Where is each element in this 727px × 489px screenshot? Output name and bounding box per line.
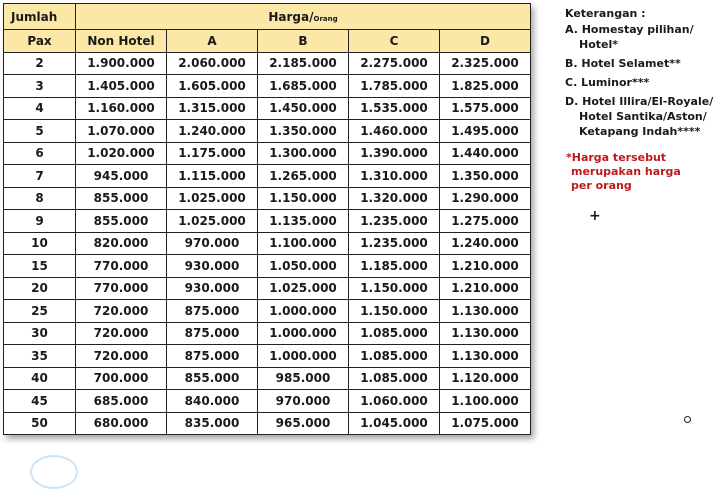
price-cell: 1.825.000	[440, 75, 531, 98]
price-cell: 1.150.000	[258, 187, 349, 210]
price-cell: 1.085.000	[349, 322, 440, 345]
legend-item-a: A. Homestay pilihan/	[565, 23, 694, 36]
price-cell: 820.000	[76, 232, 167, 255]
price-cell: 840.000	[167, 390, 258, 413]
price-cell: 855.000	[76, 210, 167, 233]
price-cell: 965.000	[258, 412, 349, 435]
price-cell: 1.025.000	[258, 277, 349, 300]
price-cell: 770.000	[76, 255, 167, 278]
pax-cell: 8	[4, 187, 76, 210]
table-row	[4, 97, 531, 120]
price-cell: 1.495.000	[440, 120, 531, 143]
pax-cell: 4	[4, 97, 76, 120]
header-col-non-hotel: Non Hotel	[76, 30, 167, 53]
table-row	[4, 412, 531, 435]
circle-bullet-icon	[684, 416, 691, 423]
header-harga-unit: Orang	[313, 14, 338, 23]
price-cell: 1.450.000	[258, 97, 349, 120]
price-table-container	[3, 3, 531, 435]
price-cell: 1.150.000	[349, 277, 440, 300]
price-note-line-2: merupakan harga	[571, 165, 681, 178]
price-cell: 1.320.000	[349, 187, 440, 210]
price-cell: 700.000	[76, 367, 167, 390]
price-cell: 720.000	[76, 345, 167, 368]
table-row	[4, 52, 531, 75]
price-cell: 1.290.000	[440, 187, 531, 210]
price-cell: 945.000	[76, 165, 167, 188]
price-cell: 1.025.000	[167, 187, 258, 210]
legend-item-d-cont-2: Ketapang Indah****	[579, 125, 701, 138]
price-cell: 770.000	[76, 277, 167, 300]
price-cell: 2.275.000	[349, 52, 440, 75]
price-cell: 1.130.000	[440, 322, 531, 345]
price-cell: 1.130.000	[440, 300, 531, 323]
table-row	[4, 187, 531, 210]
price-cell: 1.130.000	[440, 345, 531, 368]
price-cell: 930.000	[167, 277, 258, 300]
pax-cell: 9	[4, 210, 76, 233]
legend-item-d-cont-1: Hotel Santika/Aston/	[579, 110, 707, 123]
header-col-c: C	[349, 30, 440, 53]
price-cell: 1.900.000	[76, 52, 167, 75]
price-cell: 1.535.000	[349, 97, 440, 120]
price-cell: 1.100.000	[440, 390, 531, 413]
pax-cell: 10	[4, 232, 76, 255]
price-cell: 1.045.000	[349, 412, 440, 435]
price-cell: 1.575.000	[440, 97, 531, 120]
price-cell: 835.000	[167, 412, 258, 435]
pax-cell: 7	[4, 165, 76, 188]
price-cell: 1.210.000	[440, 277, 531, 300]
price-cell: 2.325.000	[440, 52, 531, 75]
legend-item-a-cont: Hotel*	[579, 38, 619, 51]
watermark-logo	[30, 455, 78, 489]
price-cell: 1.210.000	[440, 255, 531, 278]
price-cell: 930.000	[167, 255, 258, 278]
header-pax: Pax	[4, 30, 76, 53]
price-cell: 1.235.000	[349, 232, 440, 255]
price-cell: 720.000	[76, 300, 167, 323]
price-cell: 1.300.000	[258, 142, 349, 165]
table-row	[4, 345, 531, 368]
price-cell: 875.000	[167, 322, 258, 345]
table-row	[4, 390, 531, 413]
price-cell: 1.150.000	[349, 300, 440, 323]
price-cell: 685.000	[76, 390, 167, 413]
price-note	[566, 151, 681, 193]
price-cell: 1.075.000	[440, 412, 531, 435]
price-cell: 1.785.000	[349, 75, 440, 98]
price-cell: 970.000	[167, 232, 258, 255]
price-cell: 1.085.000	[349, 345, 440, 368]
table-row	[4, 322, 531, 345]
price-cell: 1.175.000	[167, 142, 258, 165]
price-cell: 1.310.000	[349, 165, 440, 188]
price-cell: 1.050.000	[258, 255, 349, 278]
price-table	[3, 3, 531, 435]
table-row	[4, 367, 531, 390]
pax-cell: 25	[4, 300, 76, 323]
table-row	[4, 165, 531, 188]
price-cell: 1.160.000	[76, 97, 167, 120]
price-cell: 1.100.000	[258, 232, 349, 255]
price-cell: 1.025.000	[167, 210, 258, 233]
price-cell: 720.000	[76, 322, 167, 345]
pax-cell: 30	[4, 322, 76, 345]
plus-icon: +	[589, 208, 601, 224]
pax-cell: 3	[4, 75, 76, 98]
legend-item-c: C. Luminor***	[565, 76, 650, 89]
pax-cell: 20	[4, 277, 76, 300]
header-col-a: A	[167, 30, 258, 53]
table-row	[4, 120, 531, 143]
legend-item-d: D. Hotel Illira/El-Royale/	[565, 95, 714, 108]
price-cell: 1.240.000	[167, 120, 258, 143]
price-cell: 1.120.000	[440, 367, 531, 390]
price-cell: 1.390.000	[349, 142, 440, 165]
price-cell: 1.070.000	[76, 120, 167, 143]
price-cell: 1.000.000	[258, 300, 349, 323]
price-note-line-1: *Harga tersebut	[566, 151, 667, 164]
price-cell: 1.235.000	[349, 210, 440, 233]
price-cell: 855.000	[76, 187, 167, 210]
table-row	[4, 142, 531, 165]
price-cell: 1.350.000	[440, 165, 531, 188]
price-cell: 1.350.000	[258, 120, 349, 143]
table-row	[4, 75, 531, 98]
price-cell: 1.000.000	[258, 345, 349, 368]
legend-item-b: B. Hotel Selamet**	[565, 57, 681, 70]
legend	[565, 6, 713, 139]
price-cell: 1.265.000	[258, 165, 349, 188]
price-cell: 1.405.000	[76, 75, 167, 98]
price-cell: 1.275.000	[440, 210, 531, 233]
header-harga-label: Harga/	[268, 9, 314, 24]
price-cell: 1.115.000	[167, 165, 258, 188]
price-cell: 1.315.000	[167, 97, 258, 120]
table-row	[4, 210, 531, 233]
pax-cell: 5	[4, 120, 76, 143]
pax-cell: 35	[4, 345, 76, 368]
price-cell: 2.185.000	[258, 52, 349, 75]
price-cell: 1.460.000	[349, 120, 440, 143]
price-cell: 1.240.000	[440, 232, 531, 255]
price-cell: 875.000	[167, 345, 258, 368]
price-cell: 1.060.000	[349, 390, 440, 413]
header-harga	[76, 4, 531, 30]
price-cell: 970.000	[258, 390, 349, 413]
price-cell: 2.060.000	[167, 52, 258, 75]
pax-cell: 45	[4, 390, 76, 413]
legend-title: Keterangan :	[565, 7, 646, 20]
table-row	[4, 277, 531, 300]
table-row	[4, 232, 531, 255]
price-cell: 1.685.000	[258, 75, 349, 98]
price-cell: 875.000	[167, 300, 258, 323]
price-note-line-3: per orang	[571, 179, 632, 192]
table-row	[4, 300, 531, 323]
table-row	[4, 255, 531, 278]
price-cell: 985.000	[258, 367, 349, 390]
price-cell: 1.185.000	[349, 255, 440, 278]
price-cell: 1.000.000	[258, 322, 349, 345]
price-cell: 1.605.000	[167, 75, 258, 98]
pax-cell: 6	[4, 142, 76, 165]
price-cell: 680.000	[76, 412, 167, 435]
price-cell: 1.085.000	[349, 367, 440, 390]
price-table-body	[4, 52, 531, 435]
price-cell: 1.135.000	[258, 210, 349, 233]
header-jumlah: Jumlah	[4, 4, 76, 30]
price-cell: 1.020.000	[76, 142, 167, 165]
header-col-d: D	[440, 30, 531, 53]
pax-cell: 2	[4, 52, 76, 75]
pax-cell: 50	[4, 412, 76, 435]
pax-cell: 40	[4, 367, 76, 390]
pax-cell: 15	[4, 255, 76, 278]
price-cell: 855.000	[167, 367, 258, 390]
header-col-b: B	[258, 30, 349, 53]
price-cell: 1.440.000	[440, 142, 531, 165]
